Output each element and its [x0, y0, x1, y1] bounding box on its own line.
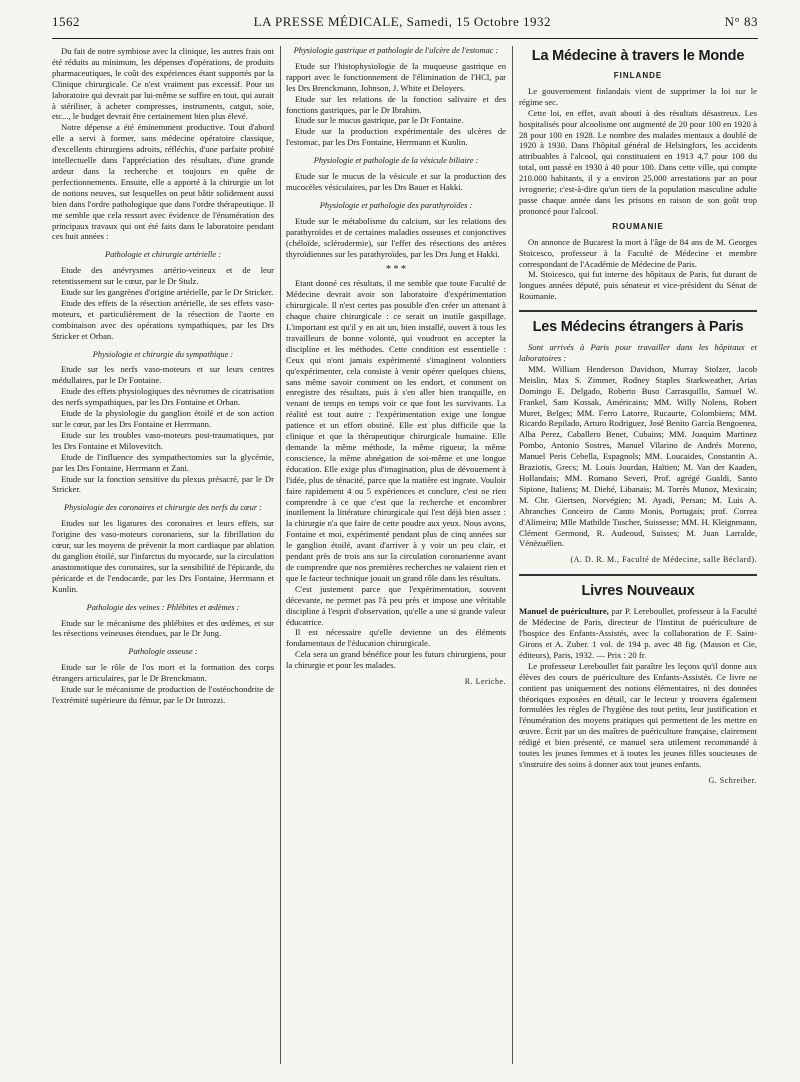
paragraph: Etude sur le mucus de la vésicule et sur la production des mucocèles vésiculaires, par les Drs Bauer et Hakki.	[286, 171, 506, 192]
section-subtitle: Physiologie gastrique et pathologie de l'ulcère de l'estomac :	[293, 46, 499, 55]
section-separator-stars: * * *	[386, 264, 406, 276]
section-title-etrangers: Les Médecins étrangers à Paris	[532, 319, 744, 336]
paragraph: C'est justement parce que l'expérimentation, souvent décevante, ne permet pas l'à peu près et impose une véritable discipline à l'esprit d'observation, qu'elle a une si grande valeur éducatrice.	[286, 583, 506, 627]
book-entry	[519, 606, 757, 661]
paragraph: Etude sur le mécanisme des phlébites et des œdèmes, et sur les résections veineuses étendues, par le Dr Jung.	[52, 617, 274, 639]
paragraph: Etude de la physiologie du ganglion étoilé et de son action sur le cœur, par les Drs Fontaine et Herrmann.	[52, 408, 274, 429]
paragraph: Du fait de notre symbiose avec la clinique, les autres frais ont été réduits au minimum, les dépenses d'opérations, de produits pharmaceutiques, le coût des expériences étant supportés par la Clinique chirurgicale. Ce n'est vraiment pas excessif. Pour un laboratoire qui devrait par lui-même se suffire en tout, qui aurait à stériliser, à acheter compresses, instruments, catgut, soie, etc..., le budget devrait être certainement bien plus élevé.	[52, 46, 274, 122]
section-subtitle: Physiologie et chirurgie du sympathique :	[92, 349, 234, 359]
section-title-livres: Livres Nouveaux	[581, 583, 695, 600]
paragraph: Etude des effets de la résection artérielle, de ses effets vaso-moteurs, et particulièrement de la résection de l'aorte en combinaison avec des opérations sympathiques, par les Drs Stricker et Orban.	[52, 297, 274, 341]
section-subtitle: Pathologie osseuse :	[128, 647, 198, 657]
paragraph: M. Stoicesco, qui fut interne des hôpitaux de Paris, fut durant de longues années député, puis sénateur et vice-président du Sénat de Roumanie.	[519, 269, 757, 302]
author-signature: R. Leriche.	[464, 677, 506, 687]
paragraph: Le professeur Lereboullet fait paraître les leçons qu'il donne aux élèves des cours de puériculture des Enfants-Assistés. Ce livre ne contient pas uniquement des notions élémentaires, ni des données théoriques exposées en détail, car le lecteur y trouvera également formulées les règles de l'hygiène des tout petits, leur justification et l'énumération des moyens pratiques qui permettent de les mettre en œuvre. Écrit par un des maîtres de puériculture française, clairement rédigé et bien présenté, ce manuel sera utilement recommandé à toutes les jeunes femmes et à toutes les jeunes filles soucieuses de s'instruire des soins à donner aux tout jeunes enfants.	[519, 660, 757, 769]
reviewer-signature: G. Schreiber.	[708, 775, 757, 785]
paragraph: Etude des anévrysmes artério-veineux et de leur retentissement sur le cœur, par le Dr Stulz.	[52, 265, 274, 287]
source-signature: (A. D. R. M., Faculté de Médecine, salle Béclard).	[570, 555, 757, 565]
page-number: 1562	[52, 14, 80, 29]
paragraph: Cela sera un grand bénéfice pour les futurs chirurgiens, pour la chirurgie et pour les malades.	[286, 649, 506, 671]
paragraph: Etude de l'influence des sympathectomies sur la glycémie, par les Drs Fontaine, Herrmann et Zani.	[52, 451, 274, 473]
paragraph: MM. William Henderson Davidson, Murray Stolzer, Jacob Meislin, Max S. Zimmer, Rodney Staples Starkweather, Arias Domingo E. Delgado, Roberto Buso Carrasquillo, Samuel W. Frankel, Sam Kossak, Américains; MM. Willy Nolens, Robert Muret, Belges; MM. Ferro Latorre, Rucaurte, Colombiens; MM. Ricardo Repilado, Arturo Rodriguez, José Benito García Bengoenea, Alba Perez, Caballero Benet, Cubains; MM. Joaquim Martinez Pombo, Antonio Sostres, Manuel Vilarino de Andrés Moreno, Manuel Peris Cebella, Espagnols; MM. Loucaides, Constantin A. Braziotis, Grecs; M. Louis Jourdan, Haïtien; M. Van der Kaaden, Hollandais; MM. Romano Severi, Prof. agrégé Gualdi, Santo Sipione, Italiens; M. Diehé, Libanais; M. Torrès Munoz, Mexicain; M. Chr. Giertsen, Norvégien; M. Ayadi, Persan; M. Luis A. Abranches Conceiro de Canto Monis, Portugais; prof. Correa d'Alimeira; Mlle Mathilde Tuscher, Suissesse; MM. H. Kleignmann, Clément Germond, R. Audeoud, Suisses; M. Juan Larralde, Vénézuélien.	[519, 363, 757, 549]
paragraph: Etude sur l'histophysiologie de la muqueuse gastrique en rapport avec le fonctionnement de l'élimination de l'HCl, par les Drs Brenckmann, Johnson, J. White et Deloyers.	[286, 60, 506, 93]
section-title-monde: La Médecine à travers le Monde	[531, 48, 745, 64]
column-divider	[280, 46, 281, 1064]
column-left	[52, 46, 274, 1068]
paragraph: Etude sur le métabolisme du calcium, sur les relations des parathyroïdes et de certaines maladies osseuses et conjonctives (chéloïde, sclérodermie), sur l'effet des résections des artères thyroïdiennes sur les parathyroïdes, par les Drs Jung et Hakki.	[286, 215, 506, 259]
column-right	[519, 46, 757, 1068]
paragraph: Etudes sur les ligatures des coronaires et leurs effets, sur l'origine des vaso-moteurs coronariens, sur la fibrillation du cœur, sur les moyens de prévenir la mort cardiaque par ablation du ganglion étoilé, sur l'infarctus du myocarde, sur la circulation anastomotique des coronaires, sur la sensibilité de l'épicarde, du péricarde et de l'endocarde, par les Drs Fontaine, Herrmann et Kunlin.	[52, 518, 274, 594]
paragraph: Etude sur la fonction sensitive du plexus présacré, par le Dr Stricker.	[52, 473, 274, 495]
journal-title: LA PRESSE MÉDICALE, Samedi, 15 Octobre 1932	[253, 14, 552, 29]
paragraph: Cette loi, en effet, avait abouti à des résultats désastreux. Les hospitalisés pour alcoolisme ont augmenté de 20 pour 100 en 1920 à 28 pour 100 en 1928. Le nombre des malades mentaux a doublé de 1920 à 1930. Dans l'hôpital général de Helsingfors, les accidents attribuables à l'alcool, qui constituaient en 1913 4,7 pour 100 du total, ont passé en 1930 à 40 pour 100. Dans cette ville, qui compte 210.000 habitants, il y a environ 25.000 arrestations par an pour ivrognerie; c'est-à-dire qu'un tiers de la population masculine adulte passe chaque année dans les prisons en raison de son goût trop prononcé pour l'alcool.	[519, 107, 757, 216]
country-label-finlande: FINLANDE	[613, 71, 663, 80]
book-description: par P. Lereboullet, professeur à la Faculté de Médecine de Paris, directeur de l'Institut de puériculture de l'hospice des Enfants-Assistés, avec la collaboration de F. Saint-Girons et A. Zuber. 1 vol. de 194 p. avec 48 fig. (Masson et Cie, éditeurs), Paris, 1932. — Prix : 20 fr.	[519, 606, 757, 660]
paragraph: Etant donné ces résultats, il me semble que toute Faculté de Médecine devrait avoir son laboratoire d'expérimentation chirurgicale. Il n'est certes pas possible d'en créer un attenant à chaque chaire chirurgicale : ce serait un inutile gaspillage. L'important est qu'il y en ait un, bien installé, ouvert à tous les travailleurs de bonne volonté, qui voudront en accepter la discipline et les méthodes. Cette condition est essentielle : Ceux qui n'ont jamais expérimenté s'imaginent volontiers qu'expérimenter, cela consiste à venir opérer quelques chiens, sans même savoir comment on les endort, et comment on enregistre des résultats, puis à s'en aller bien tranquille, en venant de temps en temps voir ce que font les survivants. La réalité est tout autre : l'expérimentation exige une longue patience et un effort obstiné. Elle est plus difficile que la clinique et que la thérapeutique chirurgicale humaine. Elle demande la même méthode, la même rigueur, la même conscience, la même abnégation de soi-même et une longue éducation. Elle exige plus d'imagination, plus de dévouement à l'idée, plus de ténacité, parce que la matière est ingrate. Vouloir faire rapidement 4 ou 5 expériences et conclure, c'est ne rien comprendre à ce que c'est que la recherche et encombrer inutilement la littérature chirurgicale qui l'est déjà bien assez : la chirurgie n'a que faire de cette poudre aux yeux. Nous avons, Fontaine et moi, expérimenté pendant plus de cinq années sur le ganglion étoilé, avant d'arriver à y voir un peu clair, et pendant près de trois ans sur la circulation coronarienne avant de comprendre que nos premières recherches ne valaient rien et que le facteur technique jouait un grand rôle dans les résultats.	[286, 278, 506, 583]
paragraph: Etude des effets physiologiques des névromes de cicatrisation des nerfs sympathiques, par les Drs Fontaine et Orban.	[52, 386, 274, 408]
issue-number: N° 83	[724, 14, 758, 29]
section-subtitle: Pathologie des veines : Phlébites et œdèmes :	[86, 602, 240, 612]
paragraph: Etude sur les gangrènes d'origine artérielle, par le Dr Stricker.	[61, 287, 274, 298]
paragraph: Etude sur la production expérimentale des ulcères de l'estomac, par les Drs Fontaine, Herrmann et Kunlin.	[286, 126, 506, 148]
paragraph: Sont arrivés à Paris pour travailler dans les hôpitaux et laboratoires :	[519, 342, 757, 364]
section-subtitle: Physiologie et pathologie des parathyroïdes :	[319, 200, 473, 210]
column-divider	[512, 46, 513, 1064]
section-rule	[519, 574, 757, 576]
paragraph: Etude sur les nerfs vaso-moteurs et sur leurs centres médullaires, par le Dr Fontaine.	[52, 364, 274, 386]
section-subtitle: Physiologie des coronaires et chirurgie des nerfs du cœur :	[64, 503, 262, 513]
paragraph: Etude sur le mucus gastrique, par le Dr Fontaine.	[295, 115, 464, 126]
paragraph: Etude sur les relations de la fonction salivaire et des fonctions gastriques, par le Dr Ibrahim.	[286, 93, 506, 115]
paragraph: Il est nécessaire qu'elle devienne un des éléments fondamentaux de l'éducation chirurgicale.	[286, 627, 506, 649]
paragraph: Notre dépense a été éminemment productive. Tout d'abord elle a servi à former, sans médecine opératoire classique, d'excellents chirurgiens adroits, réfléchis, d'une parfaite probité intellectuelle dans l'appréciation des résultats, d'une grande ardeur dans la recherche et toujours en quête de perfectionnements. Ensuite, elle a apporté à la chirurgie un lot de notions neuves, sur lesquelles on peut bâtir solidement aussi bien dans l'ordre pathologique que dans l'ordre thérapeutique. Il me semble que cela ressort avec évidence de l'énumération des principaux travaux qui ont été faits dans le laboratoire pendant ces huit années :	[52, 122, 274, 242]
section-rule	[519, 310, 757, 312]
book-title: Manuel de puériculture,	[519, 606, 609, 617]
paragraph: Etude sur les troubles vaso-moteurs post-traumatiques, par les Drs Fontaine et Milovevitch.	[52, 429, 274, 451]
column-middle	[286, 46, 506, 1068]
paragraph: On annonce de Bucarest la mort à l'âge de 84 ans de M. Georges Stoicesco, professeur à la Faculté de Médecine et membre correspondant de l'Académie de Médecine de Paris.	[519, 236, 757, 269]
paragraph: Le gouvernement finlandais vient de supprimer la loi sur le régime sec.	[519, 85, 757, 107]
header-rule	[52, 38, 758, 39]
country-label-roumanie: ROUMANIE	[612, 221, 664, 231]
page-header	[52, 14, 758, 36]
paragraph: Etude sur le mécanisme de production de l'ostéochondrite de l'extrémité supérieure du fémur, par le Dr Introzzi.	[52, 684, 274, 705]
section-subtitle: Physiologie et pathologie de la vésicule biliaire :	[313, 156, 479, 166]
section-subtitle: Pathologie et chirurgie artérielle :	[105, 250, 221, 260]
paragraph: Etude sur le rôle de l'os mort et la formation des corps étrangers articulaires, par le Dr Brenckmann.	[52, 662, 274, 684]
